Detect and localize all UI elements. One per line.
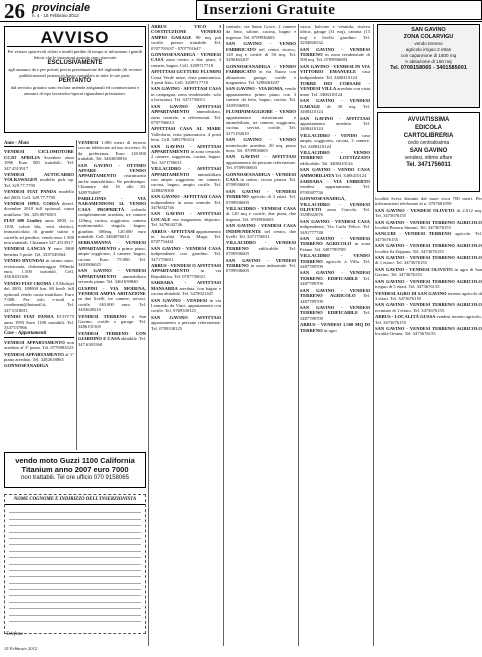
classified-ad-heading: GONNOSFANADIGA - VENDESI CASA [226,171,296,182]
classified-ad [151,246,221,262]
classified-ad [300,98,370,114]
classified-ad-text: di 120 mq e cortile, due piani, due ingressi. Tel. 0709936603 [226,211,296,222]
classified-ad [151,144,221,166]
page-number: 26 [4,0,25,23]
classified-ad-heading: FLUMINIMAGGIORE - VENDO [226,109,296,115]
classified-ad-text: ammobiliato con ampio soggiorno, tre camere, cucina, bagno, ampio cortile. Tel. 3288459300 [151,171,221,193]
classified-ad-text: appartamento da persone referenziate. Tel. 0709936603 [226,159,296,171]
classified-ad-heading: VILLACIDRO - VENDESI TERRENO [226,240,296,251]
classified-ad [375,267,482,278]
classified-ad [300,196,370,218]
ad-line: AVVIATISSIMA [407,117,450,123]
classified-ad-text: centrale, via Santa Croce, 2 camere da letto, salone, cucina, bagno e ingresso. Tel. 0709936603 [226,24,296,40]
classified-ad-text: Tel. 3408410124 [335,172,367,178]
classified-ad-text: edificabile. Tel. 0709936603 [226,245,296,257]
column-1 [4,140,74,450]
classified-ad [226,154,296,170]
classified-ad-heading: PABILLONIS - VIA NARAMENDONI 14. VENDO CASA PROPRIETÀ [78,196,146,212]
classified-ad-text: appartamento in località Portu Maga. Tel. 0707754441 [151,228,221,245]
column-divider [76,140,77,450]
classified-ad [151,211,221,227]
classified-ad-heading: SAN GAVINO - VENDESI TERRENO [226,257,296,269]
classified-ad-heading: SANLURI - VENDESI TERRENO [375,231,456,237]
classified-ad-text: su due livelli, tre camere, servizi, cortile. 140.000 euro. Tel. 3403649210 [78,296,146,313]
classified-ad [4,314,74,330]
classified-ad-text: recintato di 1 ettaro. Tel. 3473676155 [375,307,445,313]
classified-ad [300,133,370,149]
classified-ad [4,352,74,363]
classified-ad [4,246,74,257]
classified-ad-heading: TORRE DEI CORSARI - VENDESI VILLA [300,81,370,92]
classified-ad [151,166,221,193]
classified-ad-heading: VENDO FIAT PANDA [4,314,57,320]
classified-ad-text: monolocale arredato, 30 mq, piano terra. Tel. 0709936603 [226,142,296,153]
classified-ad-heading: SAN GAVINO - VENDESI [151,297,210,303]
classified-ad-heading: VENDESI FIAT PANDA [4,189,59,195]
coupon-lines[interactable] [9,507,141,622]
coupon-heading: NOME COGNOME E INDIRIZZO DELL'INSERZIONISTA [5,495,145,505]
classified-ad-heading: SARDARA - AFFITTASI MANSARDA [151,280,221,291]
classified-ad-heading: ARBUS - VENDESI O AFFITTASI APPARTAMENTO [151,263,221,274]
classified-ad [151,280,221,296]
classified-ad [375,314,482,325]
classified-ad-heading: SAN GAVINO - VENDESI OLIVETO [375,266,455,272]
classified-ad-heading: SAN GAVINO - VENDESI TERRENO AGRICOLO [375,243,482,249]
classified-ad [151,69,221,85]
ad-line: con capannone di 1500 mq [400,53,457,58]
ad-line: cedo centralissima [407,140,450,146]
classified-ad-heading: SAN GAVINO - VENDESI CASA [151,245,221,251]
classified-ad-text: località Sa Zeppara. Tel. 3473676155 [375,248,444,254]
classified-ad [375,291,482,302]
classified-ad [226,41,296,63]
classified-ad [226,189,296,205]
ad-line: vendesi, ottimo affare [404,154,453,161]
moto-ad-box [4,452,146,488]
footer-date: 15 Febbraio 2012 [4,646,38,651]
classified-ad [226,86,296,108]
classified-ad-heading: VENDESI CICLOMOTORE CCJO APRILIA [4,149,74,160]
classified-ad-text: vasca, balcone e veranda, riserva idrica, garage (31 mq), cantina (13 mq) e livello giardino. Tel. 3294826532 [300,24,370,46]
classified-ad [4,201,74,217]
classified-ad-text: appartamento ristrutturato e ammobiliato, tre camere, soggiorno, cucina, servizi, cortile. Tel. 3271192610 [226,114,296,136]
classified-ad [226,137,296,153]
newspaper-logo: provinciale [32,2,91,14]
category-heading: Auto - Moto [4,141,74,147]
classified-ad-text: zona centro a due piani, 3 camere, bagno. Cell. 3209717718 [151,57,221,68]
classified-ad [4,172,74,188]
classified-ad-text: in agro di San Gavino. Tel. 3473676155 [375,266,482,278]
column-divider [373,24,374,646]
ad-line: non trattabili. Tel ore ufficio 070 9158065 [21,475,129,481]
classified-ad [300,305,370,321]
classified-ad [151,86,221,102]
phone-label: Telefono [6,632,24,637]
classified-ad-text: modello del 2003. Cell. 329.77.7795 [4,189,74,200]
classified-ad-text: 1.9 Multijet del 2003, 180000 km, 80 km/h full optional vendo causa inutilizzo. Euro 7.000. Per info e-mail a condiment@hotmail.it, Tel. 347.5318811 [4,280,74,313]
edicola-ad-box [377,112,480,192]
classified-ad [375,279,482,290]
classified-ad [78,268,146,284]
classified-ad-heading: GUSPINI - VIA MODENA, VENDESI AMPIA ABITAZIONE [78,285,146,296]
classified-ad-text: ammobiliato secondo piano. Tel. 3461659840 [78,273,146,285]
classifieds-list [78,140,146,347]
classified-ad-text: modello pick up. Tel. 329.77.7795 [4,177,74,188]
classified-ad-heading: AFFITTASI CASA AL MARE [151,126,221,132]
classified-ad-heading: SAN GAVINO - VENDO CASA AMMOBILIATA [300,167,370,178]
classified-ad [4,281,74,313]
classified-ad [151,315,221,331]
classified-ad [300,219,370,235]
classified-ad-heading: SAN GAVINO - OTTIMO AFFARE VENDO APPARTAMENTO [78,162,146,179]
classified-ad [226,109,296,136]
classified-ad-text: 1.000 metri di terreno con un fabbricato ad uso ricovero. Si da preferenza. Euro 120.000 trattabili. Tel. 3463658816 [78,140,146,162]
classified-ad [226,258,296,274]
classified-ad-heading: VENDESI APPARTAMENTO [4,351,66,357]
classified-ad-text: Tel. 3487789709 [300,293,370,304]
classified-ad-heading: VILLACIDRO - VENDO [300,132,363,138]
notice-text: agli annunci da e per privati previa presentazione del tagliando (di recente pubblicazione) portato in basso compilato in tutte le sue parti. [8,67,142,78]
column-2 [78,140,146,450]
classified-ad [226,206,296,222]
classified-ad-text: uso magazzino, deposito. Tel. 3476042746 [151,216,221,228]
classified-ad [300,116,370,132]
classified-ad [226,223,296,239]
classified-ad-heading: VENDO FIAT CROMA [4,280,53,286]
classified-ad-heading: VENDESI [78,140,102,145]
classified-ad-text: località Bruncu Simoni. Tel. 3473676155 [375,225,451,231]
classified-ad [4,340,74,351]
classified-ad-heading: SERRAMANNA - VENDESI APPARTAMENTO [78,240,146,251]
classified-ad-text: a primo piano, ampio soggiorno, 2 camere, bagno, cucina. Euro 75.000. Tel. 3403906025 [78,245,146,267]
classified-ad [300,64,370,80]
classified-ad-heading: SAN GAVINO - VIA ROMA, [226,86,285,92]
notice-title: AVVISO [7,29,143,47]
category-heading: Case - Appartamenti [4,331,74,337]
classified-ad-heading: FIAT 600 Liudiry [4,218,45,224]
classified-ad-heading: GONNOSFANADIGA - VENDESI CASA [151,52,221,63]
classified-ad [375,302,482,313]
classified-ad-heading: VENDESI TERRENO [78,313,132,319]
classified-ad [300,179,370,195]
classified-ad [78,331,146,347]
classified-ad-text: euro 1800 benzina 3 porte. Tel. 3337549564 [4,246,74,257]
column-divider [223,24,224,646]
section-title: Inserzioni Gratuite [196,0,482,20]
classified-ad [151,24,221,51]
notice-text: Per evitare spiacevoli rifiuti e inutili perdite di tempo si informano i gentili lettori che le inserzioni gratuite sono riservate [7,49,143,60]
classified-ad-heading: SAN GAVINO - AFFITTASI [300,115,370,121]
classified-ad [375,231,482,242]
classified-ad-text: Valledoria, vista panoramica, 4 posti letto. Cell. 3483790214 [151,131,221,143]
classified-ad-heading: VENDESI TERRENO CON GIARDINO E CASA [78,330,146,342]
classified-ad-text: in ottimo stato, revisionata, chilometraggio 190mila euro, 1.500 trattabili. Cell. 338.8431306 [4,258,74,280]
classified-ad-text: vendo appartamento primo piano con 3 camere da letto, bagno, cucina. Tel. 3405936893 [226,86,296,108]
classified-ad-text: agricolo. Tel. 3473676155 [375,231,482,242]
classified-ad-text: al 1° piano arredato. Tel. 3282618863 [4,351,74,363]
classified-ad-heading: SARDARA - VIA UMBERTO [300,178,370,184]
classified-ad-text: nel centro, due livelli. Tel. 3471756011 [226,228,296,240]
classified-ad-text: non arredato al 3° piano. Tel. 0776983523 [4,339,74,351]
classified-ad-heading: SAN GAVINO - VENDESI OLIVETO [375,207,457,213]
classified-ad-heading: SAN GAVINO - VENDO [226,137,296,143]
classified-ad-heading: SAN GAVINO - VENDESI TERRENO AGRICOLO [300,236,370,247]
column-3 [151,24,221,646]
classified-ad-text: anno 2000, cc 1100, colore blu, vetri elettrici, immatricolata di grande traino e carrello ad pendice, vendo euro 1.500 non trattabili. Chiamare 347.4513917 [4,218,74,245]
classified-ad-heading: SAN GAVINO - AFFITTASI CASA [151,86,221,92]
classified-ad-text: in centro, vicino piazza. Tel. 0709936603 [226,176,296,188]
classified-ad-heading: SAN GAVINO - VENDESI GARAGE [300,98,370,109]
classified-ad-heading: SAN GAVINO AFFITTASI [151,314,221,320]
classified-ad-heading: ARBUS - VENDESI 1.500 MQ DI TERRENO [300,322,370,333]
notice-heading: PERTANTO [58,78,92,84]
classifieds-list [4,340,74,369]
classified-ad-text: in zona Faiane. Tel. 3487789709 [300,241,370,252]
classified-ad [300,47,370,63]
ad-line: Titanium anno 2007 euro 7000 [21,465,129,474]
classified-ad-text: Costa Verde mare, vista panoramica, 3 posti letto. Cell. 3209717718 [151,74,221,86]
classified-ad [151,126,221,142]
classified-ad-text: vendesi appartamento. Tel. 0709387736 [300,184,370,195]
land-ad-box [377,24,480,108]
ad-line: ZONA COLARVIGU [403,34,454,40]
column-5 [300,24,370,646]
classified-ad-heading: VILLACIDRO - VENDO TERRENO LOTTIZZATO [300,149,370,161]
classified-ad-heading: VENDESI AGRO DI SAN GAVINO [375,290,448,296]
classified-ad [300,24,370,46]
classified-ad [78,314,146,330]
classified-ad-heading: SAN GAVINO - VENDESI TERRENO [300,46,370,58]
classified-ad [375,220,482,231]
classified-ad-text: in via Nuoro con abitazione, garage, cortile e magazzino. Tel. 3290463207 [226,69,296,86]
classified-ad-heading: GONNOSFANADIGA [4,363,49,369]
classified-ad-heading: ARBUS - LOCALITÀ GUSSA [375,314,437,320]
classified-ad [375,255,482,266]
classified-ad-text: in via Repubblica. Tel. 0707750021 [151,268,221,279]
classified-ad-heading: VILLACIDRO - VENDESI CASA [226,206,296,211]
classified-ad [300,81,370,97]
classified-ad [151,229,221,245]
ad-line: Tel. 3471756011 [406,162,451,168]
issue-info: n. 4 - 15 Febbraio 2012 [32,13,79,18]
classified-ad-heading: ARBUS - AFFITTASI [151,228,196,234]
classified-ad-heading: VILLACIDRO - VENDO TERRENO [300,253,370,264]
notice-heading: ESCLUSIVAMENTE [47,60,103,66]
classified-ad-text: di 1 ettaro. Tel. 3473676155 [375,260,427,266]
classified-ad [300,167,370,178]
classified-ad-text: zona Crucolo. Tel. 3358922676 [300,207,370,218]
classified-ad [4,258,74,280]
classified-ad-text: in agro [323,327,337,333]
classified-ad-text: a San Gavino, cortile e garage. Tel. 3486191305 [78,313,146,330]
classified-ad-text: casa indipendente. Tel. 3408410124 [300,69,370,80]
classified-ad-heading: GONNOSFANADIGA, VILLACIDRO - VENDESI OLIVETO [300,196,370,212]
classified-ad-text: indipendente in zona centrale. Tel. 3476042746 [151,199,221,210]
notice-box [4,26,146,133]
ad-line: vendo moto Guzzi 1100 California [15,456,135,465]
classified-ad-text: località Ortuna. Tel. 3473676155 [375,331,436,337]
classified-ad [375,208,482,219]
classified-ad [151,52,221,68]
classified-ad-heading: SAN GAVINO - VENDESI TERRENO AGRICOLO [375,302,482,308]
classified-ad-text: arredata con vista mare. Tel. 3408410124 [300,86,370,97]
column-4 [226,24,296,646]
classified-ad-text: in via Leonardo da Vinci, appartamento con cortile. Tel. 0709338125 [151,297,221,314]
classified-ad-heading: SAN GAVINO AFFITTASI APPARTAMENTO [151,103,221,115]
classified-ad-heading: SAN GAVINO - VENDESI TERRENO AGRICOLO [300,287,370,299]
classified-ad-heading: VENDESI LANCIA Y [4,246,54,252]
classified-ad-text: indipendente, Via Carlo Felice. Tel. 3491777748 [300,224,370,235]
ad-line: vendo terreno [414,41,443,46]
page-header [0,0,482,22]
classified-ad [78,140,146,162]
classified-ad [151,263,221,279]
classified-ad-text: in zona centrale, 2 camere, soggiorno, cucina, bagno. Tel. 3471756011 [151,148,221,165]
classified-ad-text: edificabile. Tel. 3408410124 [300,160,353,166]
coupon-form[interactable] [4,494,146,634]
classified-ad-text: arredata, con bagno e cucina abitabile. Tel. 3478021447 [151,285,221,297]
ad-line: e abitazione di 150 mq [405,59,452,64]
classified-ad-text: 90 mq più cortile, prezzo trattabile. Tel. 0707701637 - 0707701647 [151,34,221,51]
classified-ad-text: località Sciva distante dal mare circa 700 metri. Per informazioni telefonare al n. 0707681059 [375,196,482,207]
classified-ad-heading: ARBUS - VICO I COSTITUZIONE VENDESI AMPIO GARAGE [151,24,221,40]
classifieds-list [4,149,74,330]
classified-ad [300,150,370,166]
classified-ad-text: Scarabeo anno 1996 Euro 500 trattabili. Tel. 347.4513917 [4,154,74,171]
classified-ad-text: diesel, dicembre 2010 full optional, causa inutilizzo. Tel. 329.0076503 [4,201,74,217]
classified-ad-text: Tel. 3487789709 [300,275,370,287]
ad-line: SAN GAVINO [409,147,448,154]
classified-ad [78,240,146,267]
classified-ad-heading: AFFITTASI GUTTURU FLUMINI [151,69,221,75]
classified-ad-heading: SAN GAVINO - VENDESI TERRENO AGRICOLO [375,278,482,284]
classified-ad [4,218,74,245]
classified-ad-heading: SAN GAVINO - VENDESI TERRENO AGRICOLO [375,219,482,225]
classified-ad-text: nel centro storico, 120 mq e cortile di 50 mq. Tel. 3290463207 [226,46,296,63]
classified-ad [375,196,482,207]
classified-ad [300,288,370,304]
classified-ad-heading: VENDESI OPEL CORSA [4,201,63,207]
classified-ad [300,236,370,252]
classified-ad-text: indipendente con giardino. Tel. 3471756011 [151,251,221,262]
classified-ad-text: abitabile. Tel. 347.6301560 [78,336,146,347]
classified-ad-heading: SAN GAVINO - AFFITTASI LOCALE [151,211,221,222]
classified-ad-heading: SAN GAVINO - VENDESI IN VIA VITTORIO EMANUELE [300,63,370,75]
classified-ad [300,322,370,333]
classified-ad-text: Tel. 3487789709 [300,310,370,321]
ad-line: EDICOLA [415,125,442,131]
classified-ad [78,196,146,239]
column-divider [298,24,299,646]
classified-ad [226,172,296,188]
classified-ad-text: in campagna, zona residenziale, solo a lavoratori. Tel. 3471756011 [151,91,221,103]
classified-ad [226,240,296,256]
classified-ad-heading: SAN GAVINO - VENDESI TERRENO AGRICOLO [375,255,482,261]
classified-ad-text: ristrutturato anche ammobiliato. No perditempo. Chiamare dal 16 alle 20. 3485704687 [78,173,146,195]
classifieds-list [300,24,370,333]
classifieds-list [375,196,482,337]
classified-ad-text: volendo completamente arredata, tre camere 120mq, cucina, soggiorno, camera matrimoniale, singola, bagno, giardino 300mq. 120.000 euro trattabili. Cell. 3484076014 [78,206,146,239]
classified-ad-heading: VENDESI APPARTAMENTO [4,339,68,345]
classified-ad-heading: SAN GAVINO - VENDESI CASA INDIPENDENTE [226,223,296,234]
classified-ad-text: ammobiliato, zona centrale, a referenziati. Tel. 0707766013 [151,109,221,125]
notice-text: dal servizio gratuito sono escluse aziende artigianali ed commercianti e annunci di tipo lavorativo/operai riguardanti prestazioni. [10,85,140,96]
column-divider [148,24,149,646]
classified-ad-heading: SAN GAVINO - VENDESI TERRENO [226,188,296,200]
classified-ad-text: appartamento arredato. Tel. 3408410124 [300,120,370,132]
classified-ad-heading: SAN GAVINO - AFFITTASI [226,154,296,160]
classified-ad [78,286,146,313]
classified-ad-text: in zona residenziale di 500 mq. Tel. 0709936603 [300,52,370,63]
classified-ad-text: vendesi terreno agricolo. Tel. 3473676155 [375,314,482,325]
classified-ad [375,243,482,254]
classified-ad [300,270,370,286]
classified-ad [151,194,221,210]
classified-ad-heading: SAN GAVINO - VENDESI APPARTAMENTO [78,268,146,279]
classified-ad-text: appartamento a persone referenziate. Tel. 0709338125 [151,320,221,331]
classified-ad [226,24,296,40]
classified-ad-heading: VENDESI AUTOCARRO VOLKSWAGEN [4,172,74,183]
classifieds-list [151,24,221,331]
classified-ad [151,104,221,126]
classified-ad [78,163,146,195]
classified-ad-text: ECOV75 anno 1993 Euro 1100 trattabili. Tel. 3337537866 [4,314,74,330]
classified-ad-text: terreno agricolo di 3 ettari. Tel. 3473676155 [375,290,482,301]
classified-ad [4,189,74,200]
classifieds-list [226,24,296,274]
classified-ad-text: di 30 mq. Tel. 3408410124 [300,103,370,115]
classified-ad-heading: SAN GAVINO - VENDO FABBRICATO [226,41,296,52]
classified-ad-text: di 2.612 mq. Tel. 3473676155 [375,207,482,219]
classified-ad [151,298,221,314]
ad-line: agricolo irriguo 2 ettari [405,47,452,52]
classified-ad-text: in zona industriale. Tel. 0709936603 [226,263,296,274]
classified-ad-text: casa ampia, soggiorno, cucina, 3 camere. Tel. 3408410124 [300,132,370,149]
classified-ad [375,326,482,337]
classified-ad [4,149,74,171]
classified-ad-heading: VENDO HYUNDAI [4,258,46,264]
ad-line: SAN GAVINO [411,27,446,33]
ad-line: Tel. 0709158065 - 3401585001 [390,65,467,71]
classified-ad-heading: SAN GAVINO - VENDESI CASA [300,218,370,224]
classified-ad [226,64,296,86]
classified-ad-heading: GONNOSFANADIGA - VENDO FABBRICATO [226,63,296,75]
classified-ad [4,363,74,368]
classified-ad [300,253,370,269]
classified-ad-text: agricolo a Villa. Tel. 3487789709 [300,258,370,270]
classified-ad-text: agricolo di 3 ettari. Tel. 0709936603 [226,194,296,205]
classified-ad-text: irriguo di 5 ettari. Tel. 3473676155 [375,284,440,290]
classified-ad-heading: VILLACIDRO - AFFITTASI APPARTAMENTO [151,166,221,177]
classified-ad-heading: SAN GAVINO - AFFITTASI CASA [151,194,221,200]
ad-line: CARTOLIBRERIA [403,133,454,139]
classified-ad-heading: SAN GAVINO - VENDESI TERRENO EDIFICABILE [300,270,370,281]
column-6 [375,196,482,646]
classified-ad-heading: SAN GAVINO - AFFITTASI APPARTAMENTO [151,143,221,154]
classified-ad-heading: SAN GAVINO - VENDESI TERRENO EDIFICABILE [300,304,370,316]
classified-ad-heading: SAN GAVINO - VENDESI TERRENO AGRICOLO [375,325,482,331]
